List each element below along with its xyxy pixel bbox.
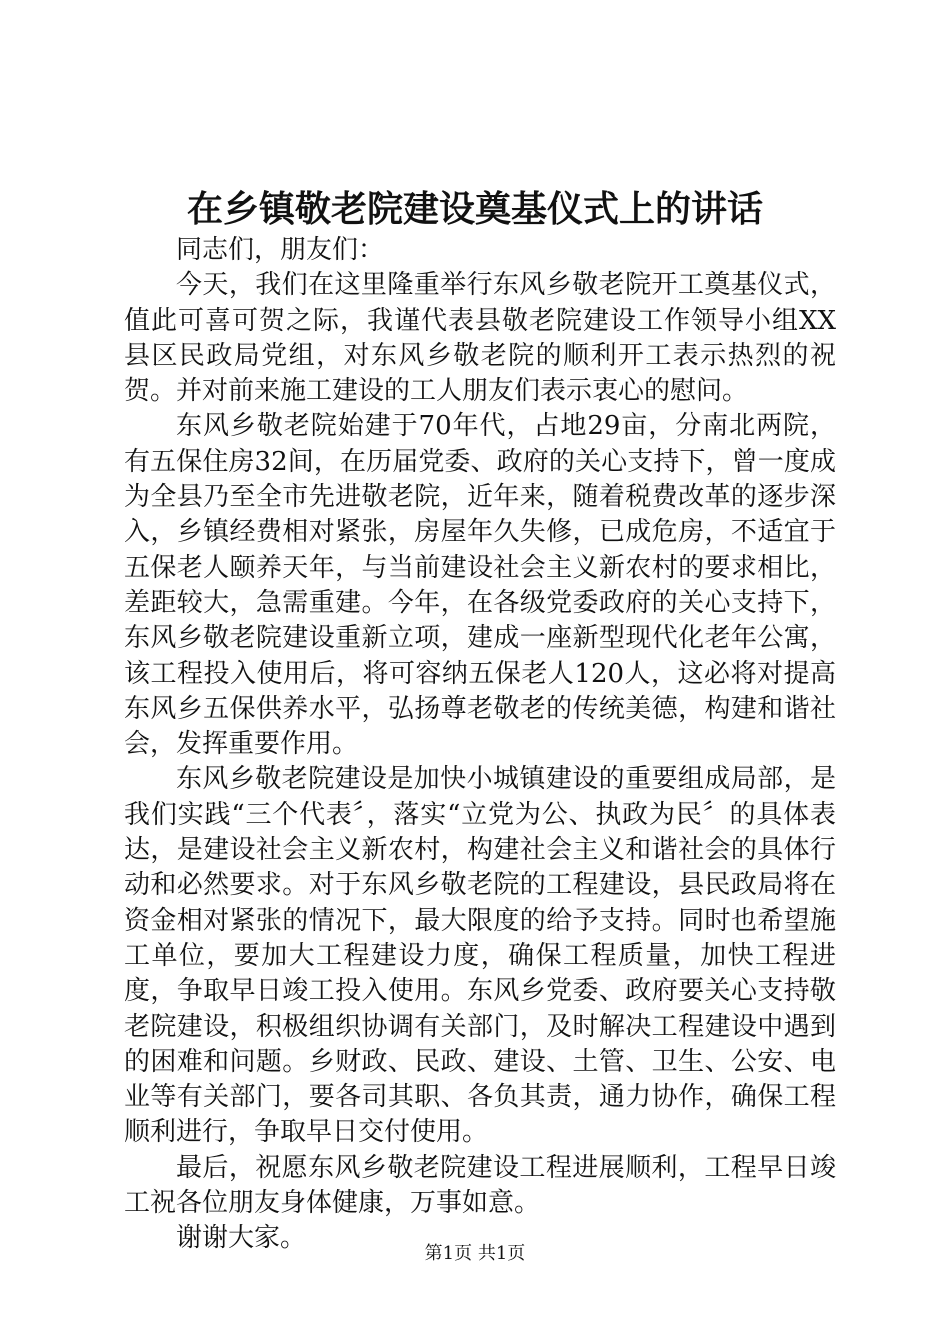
paragraph-history: 东风乡敬老院始建于70年代，占地29亩，分南北两院，有五保住房32间，在历届党委、政府的关心支持下，曾一度成为全县乃至全市先进敬老院，近年来，随着税费改革的逐步深入，乡镇经费相对紧张，房屋年久失修，已成危房，不适宜于五保老人颐养天年，与当前建设社会主义新农村的要求相比，差距较大，急需重建。今年，在各级党委政府的关心支持下，东风乡敬老院建设重新立项，建成一座新型现代化老年公寓，该工程投入使用后，将可容纳五保老人120人，这必将对提高东风乡五保供养水平，弘扬尊老敬老的传统美德，构建和谐社会，发挥重要作用。	[124, 411, 836, 760]
paragraph-significance: 东风乡敬老院建设是加快小城镇建设的重要组成局部，是我们实践“三个代表〞，落实“立党为公、执政为民〞的具体表达，是建设社会主义新农村，构建社会主义和谐社会的具体行动和必然要求。对于东风乡敬老院的工程建设，县民政局将在资金相对紧张的情况下，最大限度的给予支持。同时也希望施工单位，要加大工程建设力度，确保工程质量，加快工程进度，争取早日竣工投入使用。东风乡党委、政府要关心支持敬老院建设，积极组织协调有关部门，及时解决工程建设中遇到的困难和问题。乡财政、民政、建设、土管、卫生、公安、电业等有关部门，要各司其职、各负其责，通力协作，确保工程顺利进行，争取早日交付使用。	[124, 764, 836, 1148]
salutation: 同志们，朋友们：	[176, 235, 385, 265]
paragraph-opening: 今天，我们在这里隆重举行东风乡敬老院开工奠基仪式，值此可喜可贺之际，我谨代表县敬老院建设工作领导小组XX县区民政局党组，对东风乡敬老院的顺利开工表示热烈的祝贺。并对前来施工建设的工人朋友们表示衷心的慰问。	[124, 270, 836, 407]
document-body	[124, 233, 836, 1257]
page-number-footer: 第1页 共1页	[424, 1243, 526, 1264]
document-title: 在乡镇敬老院建设奠基仪式上的讲话	[186, 188, 763, 230]
paragraph-closing-wishes: 最后，祝愿东风乡敬老院建设工程进展顺利，工程早日竣工祝各位朋友身体健康，万事如意。	[124, 1152, 836, 1219]
paragraph-thanks: 谢谢大家。	[176, 1223, 307, 1254]
